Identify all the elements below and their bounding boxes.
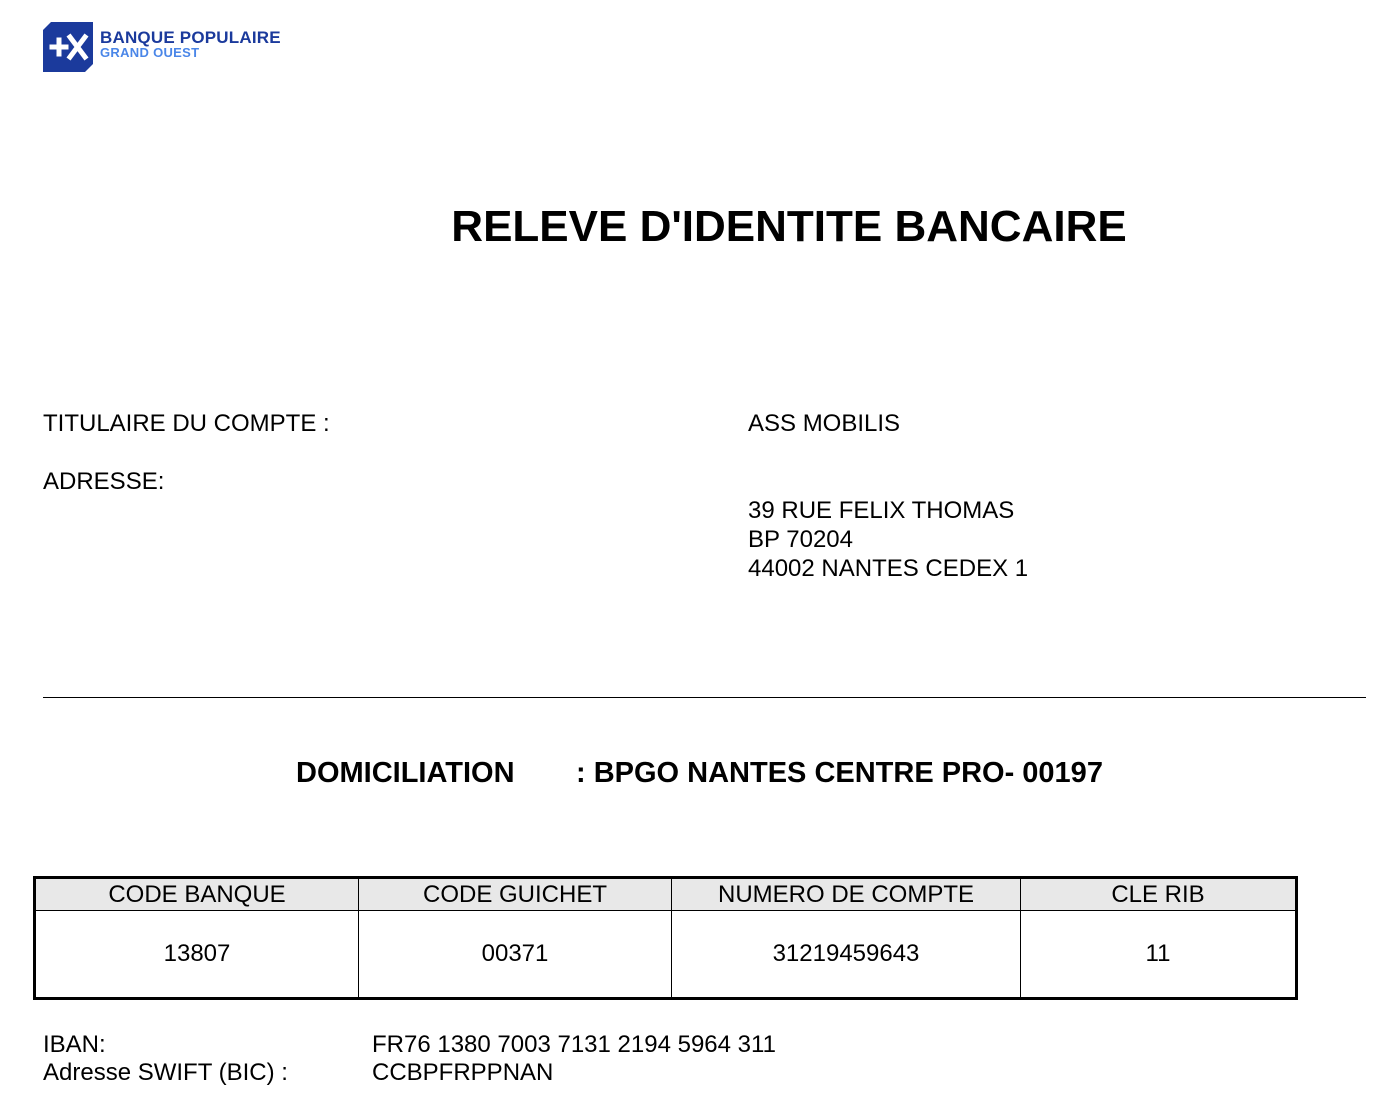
header-code-banque: CODE BANQUE [35,878,359,911]
document-title: RELEVE D'IDENTITE BANCAIRE [451,202,1127,251]
domiciliation-value: : BPGO NANTES CENTRE PRO- 00197 [576,757,1103,789]
bic-label: Adresse SWIFT (BIC) : [43,1059,288,1086]
rib-value-row [35,911,1297,999]
code-guichet-value: 00371 [359,911,672,999]
account-holder-label: TITULAIRE DU COMPTE : [43,410,330,437]
address-line: 39 RUE FELIX THOMAS [748,497,1015,524]
address-line: 44002 NANTES CEDEX 1 [748,555,1029,582]
bic-value: CCBPFRPPNAN [372,1059,554,1086]
bank-logo [43,22,303,74]
address-line: BP 70204 [748,526,853,553]
iban-label: IBAN: [43,1031,106,1058]
banque-populaire-logo-icon [43,22,93,72]
header-cle-rib: CLE RIB [1021,878,1297,911]
bank-name: BANQUE POPULAIRE [100,28,281,47]
cle-rib-value: 11 [1021,911,1297,999]
numero-compte-value: 31219459643 [672,911,1021,999]
account-holder-value: ASS MOBILIS [748,410,901,437]
header-numero-compte: NUMERO DE COMPTE [672,878,1021,911]
address-label: ADRESSE: [43,468,165,495]
rib-header-row [35,878,1297,911]
divider [43,697,1366,698]
rib-table [33,876,1298,1000]
bank-subname: GRAND OUEST [100,45,200,60]
domiciliation-label: DOMICILIATION [296,757,515,789]
address-block [748,496,1028,583]
iban-value: FR76 1380 7003 7131 2194 5964 311 [372,1031,776,1058]
code-banque-value: 13807 [35,911,359,999]
header-code-guichet: CODE GUICHET [359,878,672,911]
